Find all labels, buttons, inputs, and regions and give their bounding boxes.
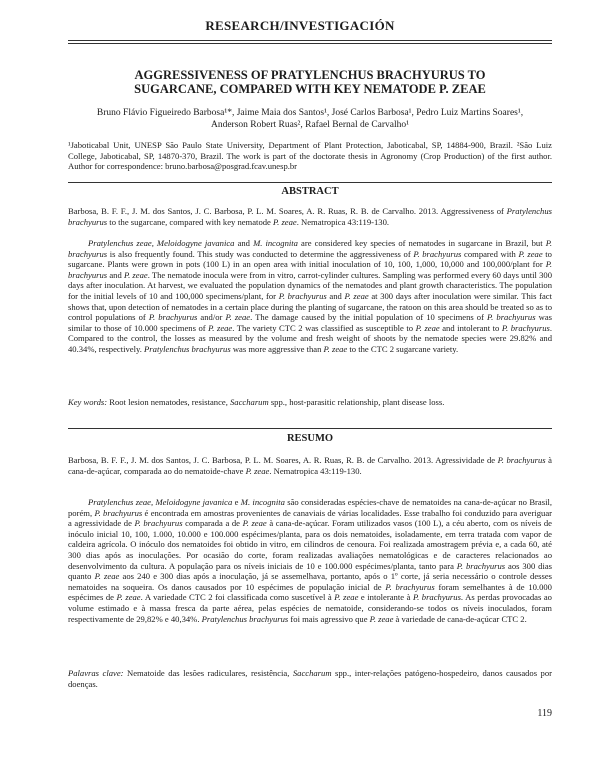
header-rule-bottom [68,43,552,44]
abstract-paragraph: Pratylenchus zeae, Meloidogyne javanica and M. incognita are considered key species of nematodes in sugarcane in Brazil, but P. brachyurus is also frequently found. This study was conducted to determine the aggressiveness of P. brachyurus compared with P. zeae to sugarcane. Plants were grown in pots (100 L) in an open area with initial inoculation of 10, 100, 1,000, 10,000 and 100,000/plant for P. brachyurus and P. zeae. The nematode inocula were from in vitro, carrot-cylinder cultures. Sampling was performed every 60 days until 300 days after inoculation. At harvest, we evaluated the population dynamics of the nematodes and plant growth characteristics. The population for the initial levels of 10 and 100,000 specimens/plant, for P. brachyurus and P. zeae at 300 days after inoculation were similar. This fact shows that, upon detection of nematodes in a certain place during the planting of sugarcane, the ratoon on this area should be treated so as to control populations of P. brachyurus and/or P. zeae. The damage caused by the initial population of 10 specimens of P. brachyurus was similar to those of 10.000 specimens of P. zeae. The variety CTC 2 was classified as susceptible to P. zeae and intolerant to P. brachyurus. Compared to the control, the losses as measured by the volume and fresh weight of shoots by the nematode species were 29.82% and 40.34%, respectively. Pratylenchus brachyurus was more aggressive than P. zeae to the CTC 2 sugarcane variety. [68,238,552,354]
affiliation-note: ¹Jaboticabal Unit, UNESP São Paulo State University, Department of Plant Protection, Jaboticabal, SP, 14884-900, Brazil. ²São Luiz College, Jaboticabal, SP, 14870-370, Brazil. The work is part of the doctorate thesis in Agronomy (Crop Production) of the first author. Author for correspondence: bruno.barbosa@posgrad.fcav.unesp.br [68,140,552,172]
author-list [68,108,552,131]
resumo-heading: RESUMO [286,433,334,444]
resumo-rule [68,428,552,429]
resumo-keywords: Palavras clave: Nematoide das lesões radiculares, resistência, Saccharum spp., inter-relações patógeno-hospedeiro, danos causados por doenças. [68,668,553,689]
authors-line-1: Bruno Flávio Figueiredo Barbosa¹*, Jaime Maia dos Santos¹, José Carlos Barbosa¹, Pedro Luiz Martins Soares¹, [96,108,524,118]
abstract-keywords: Key words: Root lesion nematodes, resistance, Saccharum spp., host-parasitic relationship, plant disease loss. [68,397,445,407]
abstract-rule [68,182,552,183]
title-line-2: SUGARCANE, COMPARED WITH KEY NEMATODE P. ZEAE [134,82,486,96]
header-rule-top [68,40,552,41]
resumo-paragraph: Pratylenchus zeae, Meloidogyne javanica e M. incognita são consideradas espécies-chave de nematoides na cana-de-açúcar no Brasil, porém, P. brachyurus é encontrada em amostras provenientes de canaviais de várias localidades. Esse trabalho foi conduzido para averiguar a agressividade de P. brachyurus comparada a de P. zeae à cana-de-açúcar. Foram utilizados vasos (100 L), a céu aberto, com os níveis de inóculo inicial 10, 100, 1.000, 10.000 e 100.000 espécimes/planta, para os dois nematoides, isoladamente, em terra tratada com vapor de caldeira agrícola. O inóculo dos nematoides foi obtido in vitro, em cilindros de cenoura. Foi realizada amostragem prévia e, a cada 60, até 300 dias após as inoculações. Por ocasião do corte, foram realizadas avaliações nematológicas e de caracteres relacionados ao desenvolvimento da cultura. A população para os níveis iniciais de 10 e 100.000 espécimes/planta, tanto para P. brachyurus aos 300 dias quanto P. zeae aos 240 e 300 dias após a inoculação, já se assemelhava, portanto, após o 1º corte, já seria necessário o controle desses nematoides na soqueira. Os danos causados por 10 espécimes de população inicial de P. brachyurus foram semelhantes à de 10.000 espécimes de P. zeae. A variedade CTC 2 foi classificada como suscetível à P. zeae e intolerante à P. brachyurus. As perdas provocadas ao volume estimado e à massa fresca da parte aérea, pelas espécies de nematoide, considerando-se todos os níveis inoculados, foram respectivamente de 29,82% e 40,34%. Pratylenchus brachyurus foi mais agressivo que P. zeae à variedade de cana-de-açúcar CTC 2. [68,497,553,624]
authors-line-2: Anderson Robert Ruas², Rafael Bernal de Carvalho¹ [210,119,409,130]
resumo-citation: Barbosa, B. F. F., J. M. dos Santos, J. C. Barbosa, P. L. M. Soares, A. R. Ruas, R. B. de Carvalho. 2013. Agressividade de P. brachyurus à cana-de-açúcar, comparada ao do nematoide-chave P. zeae. Nematropica 43:119-130. [68,455,552,476]
section-header: RESEARCH/INVESTIGACIÓN [205,18,395,33]
page-number: 119 [537,708,552,719]
abstract-heading: ABSTRACT [281,186,339,197]
article-title [68,68,552,96]
title-line-1: AGGRESSIVENESS OF PRATYLENCHUS BRACHYURUS TO [134,68,486,82]
abstract-citation: Barbosa, B. F. F., J. M. dos Santos, J. C. Barbosa, P. L. M. Soares, A. R. Ruas, R. B. de Carvalho. 2013. Aggressiveness of Pratylenchus brachyurus to the sugarcane, compared with key nematode P. zeae. Nematropica 43:119-130. [68,206,552,227]
